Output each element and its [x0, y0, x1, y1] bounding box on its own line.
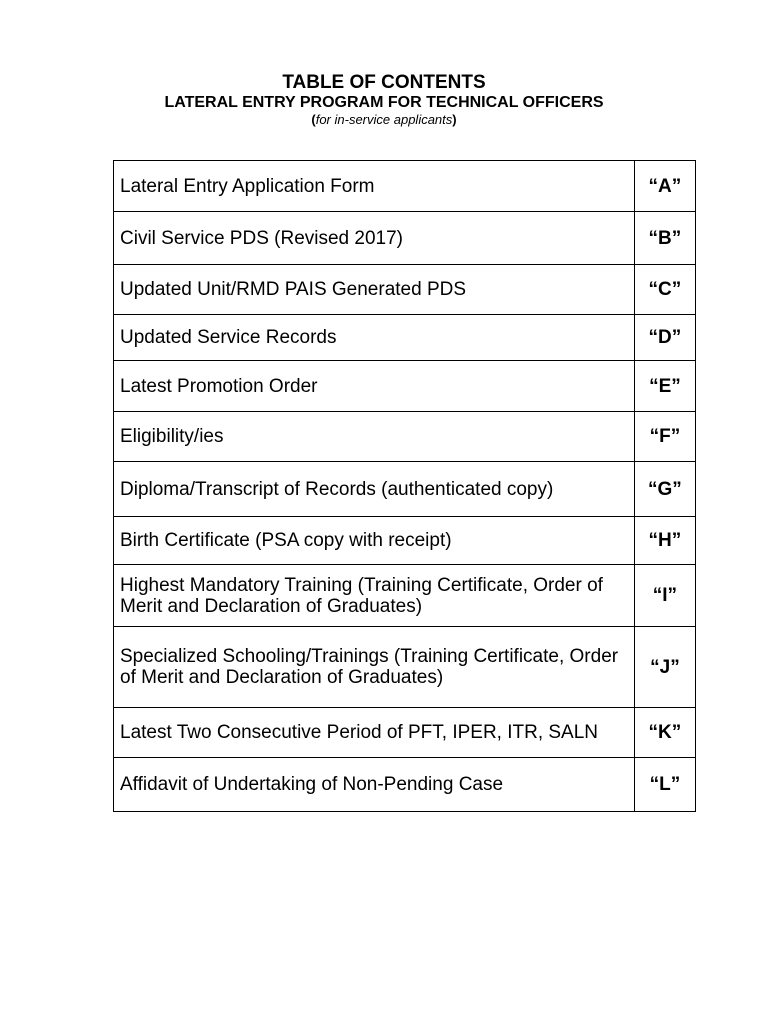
table-row	[114, 627, 696, 708]
note-open-paren: (	[311, 112, 316, 127]
annex-letter: “A”	[634, 161, 695, 212]
annex-letter: “D”	[634, 315, 695, 361]
table-row	[114, 517, 696, 565]
contents-table	[113, 160, 696, 812]
annex-letter: “F”	[634, 412, 695, 462]
requirement-name: Eligibility/ies	[114, 412, 635, 462]
annex-letter: “I”	[634, 565, 695, 627]
annex-letter: “G”	[634, 462, 695, 517]
annex-letter: “C”	[634, 265, 695, 315]
requirement-name: Updated Unit/RMD PAIS Generated PDS	[114, 265, 635, 315]
page-title: TABLE OF CONTENTS	[282, 72, 486, 93]
requirement-name: Latest Promotion Order	[114, 361, 635, 412]
table-row	[114, 361, 696, 412]
annex-letter: “L”	[634, 758, 695, 812]
annex-letter: “K”	[634, 708, 695, 758]
table-row	[114, 265, 696, 315]
annex-letter: “J”	[634, 627, 695, 708]
requirement-name: Highest Mandatory Training (Training Certificate, Order of Merit and Declaration of Graduates)	[114, 565, 635, 627]
requirement-name: Specialized Schooling/Trainings (Training Certificate, Order of Merit and Declaration of Graduates)	[114, 627, 635, 708]
table-row	[114, 412, 696, 462]
requirement-name: Latest Two Consecutive Period of PFT, IPER, ITR, SALN	[114, 708, 635, 758]
table-row	[114, 212, 696, 265]
table-row	[114, 462, 696, 517]
requirement-name: Civil Service PDS (Revised 2017)	[114, 212, 635, 265]
applicant-note	[0, 112, 768, 128]
page-subtitle: LATERAL ENTRY PROGRAM FOR TECHNICAL OFFICERS	[164, 94, 604, 111]
requirement-name: Affidavit of Undertaking of Non-Pending Case	[114, 758, 635, 812]
table-row	[114, 161, 696, 212]
requirement-name: Birth Certificate (PSA copy with receipt)	[114, 517, 635, 565]
note-close-paren: )	[452, 112, 457, 127]
requirement-name: Lateral Entry Application Form	[114, 161, 635, 212]
table-row	[114, 315, 696, 361]
note-text: for in-service applicants	[315, 112, 453, 127]
table-row	[114, 565, 696, 627]
table-row	[114, 758, 696, 812]
annex-letter: “H”	[634, 517, 695, 565]
table-row	[114, 708, 696, 758]
requirement-name: Updated Service Records	[114, 315, 635, 361]
annex-letter: “B”	[634, 212, 695, 265]
annex-letter: “E”	[634, 361, 695, 412]
requirement-name: Diploma/Transcript of Records (authenticated copy)	[114, 462, 635, 517]
